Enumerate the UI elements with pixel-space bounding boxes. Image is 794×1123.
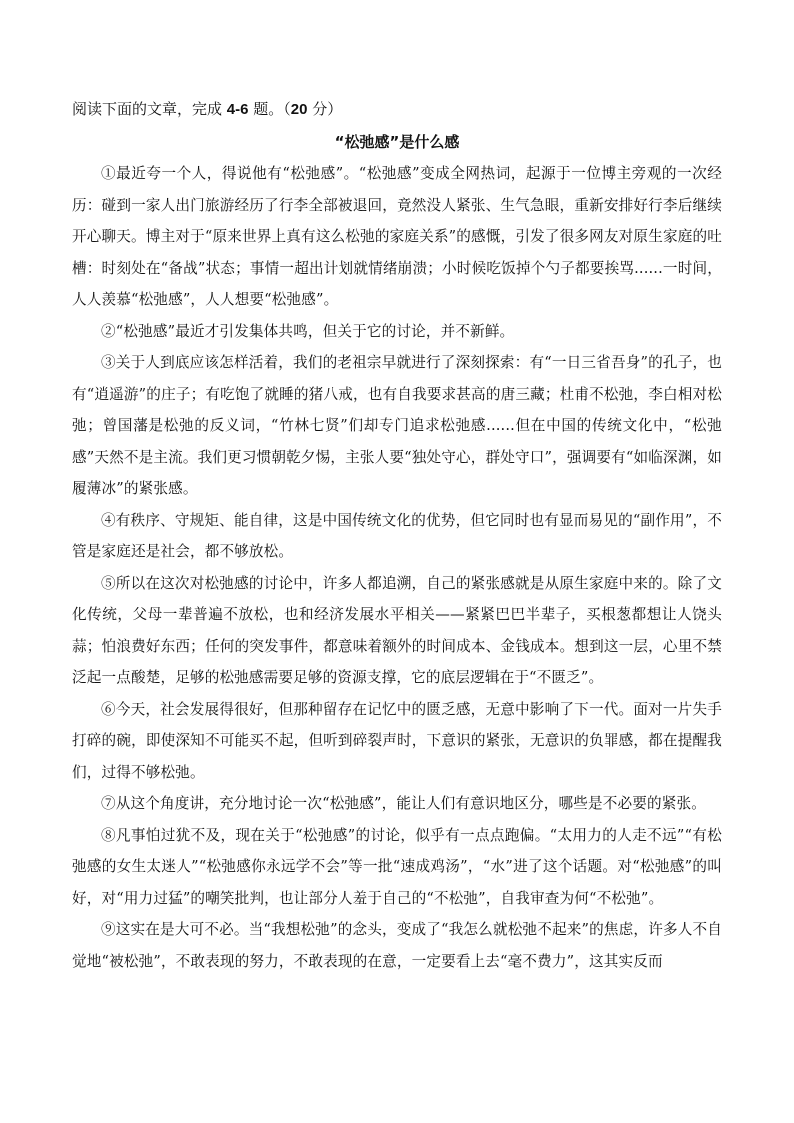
- article-title: “松弛感”是什么感: [334, 133, 460, 151]
- paragraph-9: ⑨这实在是大可不必。当“我想松弛”的念头，变成了“我怎么就松弛不起来”的焦虑，许多人不自觉地“被松弛”，不敢表现的努力，不敢表现的在意，一定要看上去“毫不费力”，这其实反而: [72, 921, 722, 970]
- paragraph-7: ⑦从这个角度讲，充分地讨论一次“松弛感”，能让人们有意识地区分，哪些是不必要的紧张。: [101, 795, 706, 812]
- question-instruction: [72, 98, 732, 121]
- instruction-prefix: 阅读下面的文章，完成: [72, 100, 227, 118]
- instruction-suffix: 分）: [307, 100, 343, 118]
- paragraph-2: ②“松弛感”最近才引发集体共鸣，但关于它的讨论，并不新鲜。: [101, 322, 515, 340]
- paragraph-3: ③关于人到底应该怎样活着，我们的老祖宗早就进行了深刻探索：有“一日三省吾身”的孔子，也有“逍遥游”的庄子；有吃饱了就睡的猪八戒，也有自我要求甚高的唐三藏；杜甫不松弛，李白相对松弛；曾国藩是松弛的反义词，“竹林七贤”们却专门追求松弛感......但在中国的传统文化中，“松弛感”天然不是主流。我们更习惯朝乾夕惕，主张人要“独处守心，群处守口”，强调要有“如临深渊，如履薄冰”的紧张感。: [72, 354, 722, 497]
- paragraph-6: ⑥今天，社会发展得很好，但那种留存在记忆中的匮乏感，无意中影响了下一代。面对一片失手打碎的碗，即使深知不可能买不起，但听到碎裂声时，下意识的紧张，无意识的负罪感，都在提醒我们，过得不够松弛。: [72, 700, 722, 781]
- instruction-middle: 题。（: [248, 100, 291, 118]
- paragraph-8: ⑧凡事怕过犹不及，现在关于“松弛感”的讨论，似乎有一点点跑偏。“太用力的人走不远”“有松弛感的女生太迷人”“松弛感你永远学不会”等一批“速成鸡汤”，“水”进了这个话题。对“松弛感”的叫好，对“用力过猛”的嘲笑批判，也让部分人羞于自己的“不松弛”，自我审查为何“不松弛”。: [72, 826, 722, 907]
- instruction-score: 20: [290, 101, 308, 118]
- paragraph-4: ④有秩序、守规矩、能自律，这是中国传统文化的优势，但它同时也有显而易见的“副作用”，不管是家庭还是社会，都不够放松。: [72, 511, 722, 560]
- article-body: [72, 158, 722, 977]
- instruction-range: 4-6: [226, 101, 249, 118]
- paragraph-5: ⑤所以在这次对松弛感的讨论中，许多人都追溯，自己的紧张感就是从原生家庭中来的。除了文化传统，父母一辈普遍不放松，也和经济发展水平相关——紧紧巴巴半辈子，买根葱都想让人饶头蒜；怕浪费好东西；任何的突发事件，都意味着额外的时间成本、金钱成本。想到这一层，心里不禁泛起一点酸楚，足够的松弛感需要足够的资源支撑，它的底层逻辑在于“不匮乏”。: [72, 574, 722, 686]
- paragraph-1: ①最近夸一个人，得说他有“松弛感”。“松弛感”变成全网热词，起源于一位博主旁观的一次经历：碰到一家人出门旅游经历了行李全部被退回，竟然没人紧张、生气急眼，重新安排好行李后继续开心聊天。博主对于“原来世界上真有这么松弛的家庭关系”的感慨，引发了很多网友对原生家庭的吐槽：时刻处在“备战”状态；事情一超出计划就情绪崩溃；小时候吃饭掉个勺子都要挨骂......一时间，人人羡慕“松弛感”，人人想要“松弛感”。: [72, 165, 722, 308]
